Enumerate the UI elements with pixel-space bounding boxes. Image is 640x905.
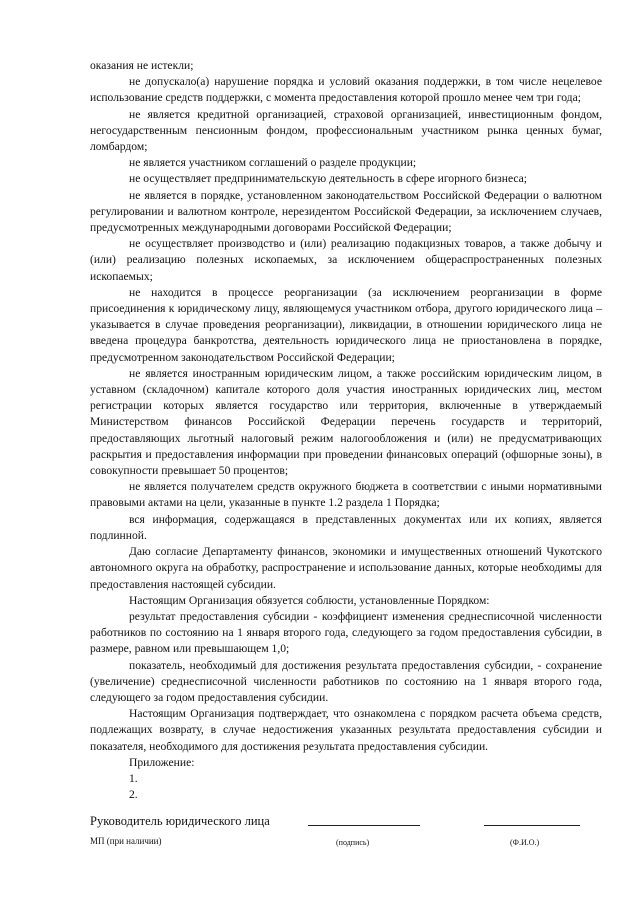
paragraph: вся информация, содержащаяся в представленных документах или их копиях, является подлинной. (90, 512, 602, 542)
paragraph: не является кредитной организацией, страховой организацией, инвестиционным фондом, негосударственным пенсионным фондом, профессиональным участником рынка ценных бумаг, ломбардом; (90, 107, 602, 154)
paragraph: показатель, необходимый для достижения результата предоставления субсидии, - сохранение (увеличение) среднесписочной численности работников по состоянию на 1 января второго года, следующего за годом предоставления субсидии. (90, 658, 602, 704)
paragraph: Настоящим Организация подтверждает, что ознакомлена с порядком расчета объема средств, подлежащих возврату, в случае недостижения указанных результата предоставления субсидии и показателя, необходимого для достижения результата предоставления субсидии. (90, 707, 602, 753)
paragraph: не является получателем средств окружного бюджета в соответствии с иными нормативными правовыми актами на цели, указанные в пункте 1.2 раздела 1 Порядка; (90, 480, 602, 510)
paragraph: 2. (129, 788, 138, 802)
paragraph: не допускало(а) нарушение порядка и условий оказания поддержки, в том числе нецелевое использование средств поддержки, с момента предоставления которой прошло менее чем три года; (90, 75, 602, 105)
signature-caption: (подпись) (336, 838, 370, 848)
signature-line (308, 825, 420, 826)
paragraph: Приложение: (129, 755, 195, 769)
paragraph: результат предоставления субсидии - коэффициент изменения среднесписочной численности работников по состоянию на 1 января второго года, следующего за годом предоставления субсидии, в размере, равном или превышающем 1,0; (90, 609, 602, 656)
paragraph: 1. (129, 771, 138, 785)
signature-row (90, 809, 602, 833)
paragraph: не является в порядке, установленном законодательством Российской Федерации о валютном регулировании и валютном контроле, нерезидентом Российской Федерации, за исключением случаев, предусмотренных международными договорами Российской Федерации; (90, 188, 602, 235)
paragraph: не является иностранным юридическим лицом, а также российским юридическим лицом, в уставном (складочном) капитале которого доля участия иностранных юридических лиц, местом регистрации которых является государство или территория, включенные в утверждаемый Министерством финансов Российской Федерации перечень государств и территорий, предоставляющих льготный налоговый режим налогообложения и (или) не предусматривающих раскрытия и предоставления информации при проведении финансовых операций (офшорные зоны), в совокупности превышает 50 процентов; (90, 366, 602, 478)
full-name-line (484, 825, 580, 826)
paragraph: не осуществляет предпринимательскую деятельность в сфере игорного бизнеса; (129, 172, 528, 186)
signature-captions (90, 833, 602, 847)
full-name-caption: (Ф.И.О.) (510, 838, 540, 848)
paragraph: не находится в процессе реорганизации (за исключением реорганизации в форме присоединения к юридическому лицу, являющемуся участником отбора, другого юридического лица – указывается в случае проведения реорганизации), ликвидации, в отношении юридического лица не введена процедура банкротства, деятельность юридического лица не приостановлена в порядке, предусмотренном законодательством Российской Федерации; (90, 285, 602, 364)
document-body (90, 58, 602, 803)
stamp-place-caption: МП (при наличии) (90, 836, 162, 847)
paragraph: не осуществляет производство и (или) реализацию подакцизных товаров, а также добычу и (или) реализацию полезных ископаемых, за исключением общераспространенных полезных ископаемых; (90, 237, 602, 283)
paragraph: Даю согласие Департаменту финансов, экономики и имущественных отношений Чукотского автономного округа на обработку, распространение и использование данных, которые необходимы для предоставления настоящей субсидии. (90, 545, 602, 591)
signature-label: Руководитель юридического лица (90, 814, 270, 829)
paragraph: Настоящим Организация обязуется соблюсти, установленные Порядком: (129, 593, 490, 607)
document-page (90, 58, 602, 847)
paragraph: не является участником соглашений о разделе продукции; (129, 156, 417, 170)
paragraph: оказания не истекли; (90, 59, 194, 72)
